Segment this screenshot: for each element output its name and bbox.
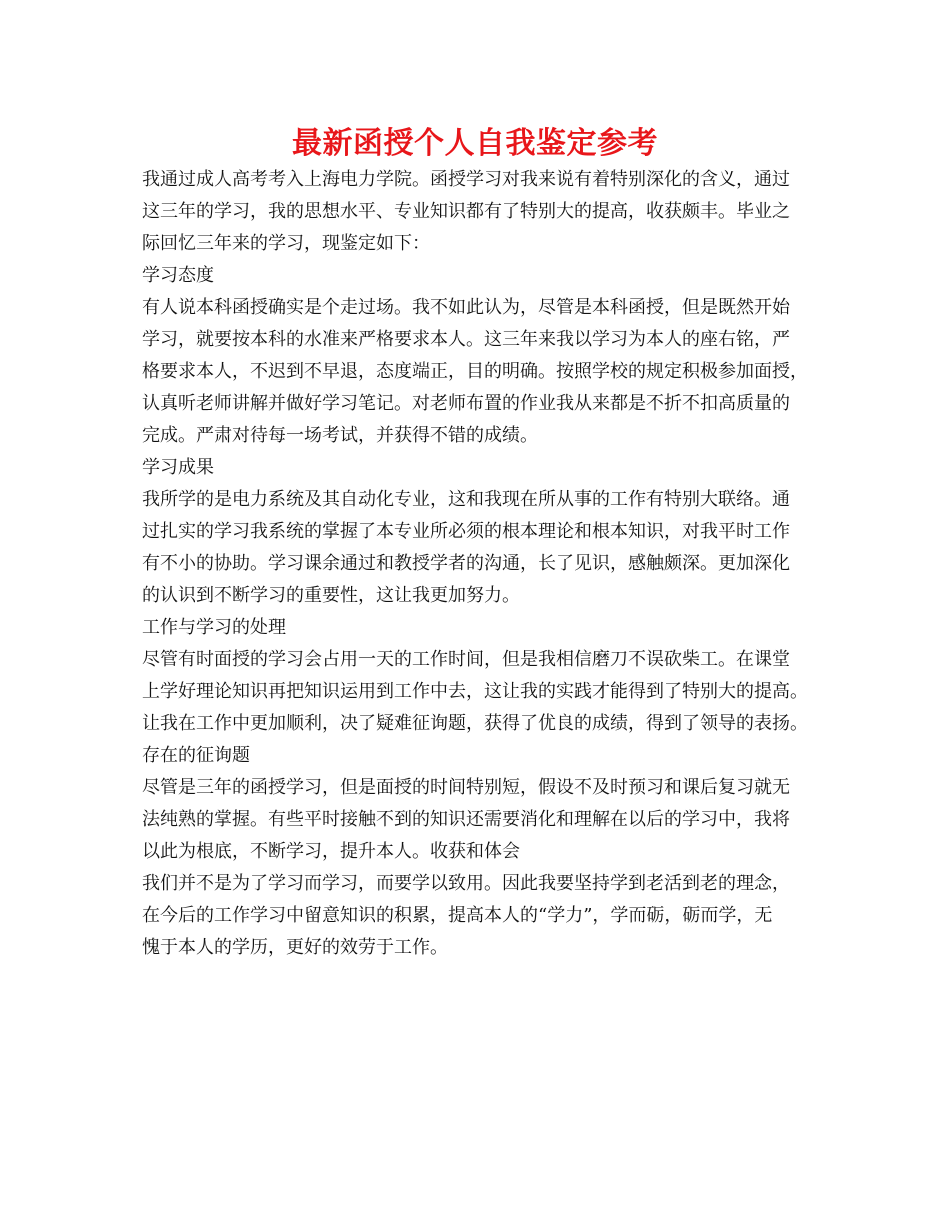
section-heading: 学习成果 [142,457,214,478]
text-line: 让我在工作中更加顺利，决了疑难征询题，获得了优良的成绩，得到了领导的表扬。 [142,713,808,734]
intro-paragraph [142,164,832,260]
document-title: 最新函授个人自我鉴定参考 [292,126,658,161]
section-heading: 存在的征询题 [142,745,250,766]
section-attitude [142,260,832,452]
text-line: 有人说本科函授确实是个走过场。我不如此认为，尽管是本科函授，但是既然开始 [142,297,790,318]
section-heading: 学习态度 [142,265,214,286]
section-problems [142,740,832,964]
text-line: 愧于本人的学历，更好的效劳于工作。 [142,937,448,958]
text-line: 上学好理论知识再把知识运用到工作中去，这让我的实践才能得到了特别大的提高。 [142,681,808,702]
text-line: 这三年的学习，我的思想水平、专业知识都有了特别大的提高，收获颇丰。毕业之 [142,201,790,222]
text-line: 以此为根底，不断学习，提升本人。收获和体会 [142,841,520,862]
text-line: 格要求本人，不迟到不早退，态度端正，目的明确。按照学校的规定积极参加面授， [142,361,808,382]
document-body [142,164,832,964]
text-line: 法纯熟的掌握。有些平时接触不到的知识还需要消化和理解在以后的学习中，我将 [142,809,790,830]
section-results [142,452,832,612]
section-work-study [142,612,832,740]
text-line: 认真听老师讲解并做好学习笔记。对老师布置的作业我从来都是不折不扣高质量的 [142,393,790,414]
text-line: 学习，就要按本科的水准来严格要求本人。这三年来我以学习为本人的座右铭，严 [142,329,790,350]
text-line: 我们并不是为了学习而学习，而要学以致用。因此我要坚持学到老活到老的理念， [142,873,790,894]
text-line: 我通过成人高考考入上海电力学院。函授学习对我来说有着特别深化的含义，通过 [142,169,790,190]
section-heading: 工作与学习的处理 [142,617,286,638]
text-line: 在今后的工作学习中留意知识的积累，提高本人的“学力”，学而砺，砺而学，无 [142,905,773,926]
text-line: 尽管有时面授的学习会占用一天的工作时间，但是我相信磨刀不误砍柴工。在课堂 [142,649,790,670]
text-line: 的认识到不断学习的重要性，这让我更加努力。 [142,585,520,606]
text-line: 我所学的是电力系统及其自动化专业，这和我现在所从事的工作有特别大联络。通 [142,489,790,510]
text-line: 际回忆三年来的学习，现鉴定如下： [142,233,430,254]
text-line: 尽管是三年的函授学习，但是面授的时间特别短，假设不及时预习和课后复习就无 [142,777,790,798]
text-line: 过扎实的学习我系统的掌握了本专业所必须的根本理论和根本知识，对我平时工作 [142,521,790,542]
text-line: 有不小的协助。学习课余通过和教授学者的沟通，长了见识，感触颇深。更加深化 [142,553,790,574]
text-line: 完成。严肃对待每一场考试，并获得不错的成绩。 [142,425,538,446]
